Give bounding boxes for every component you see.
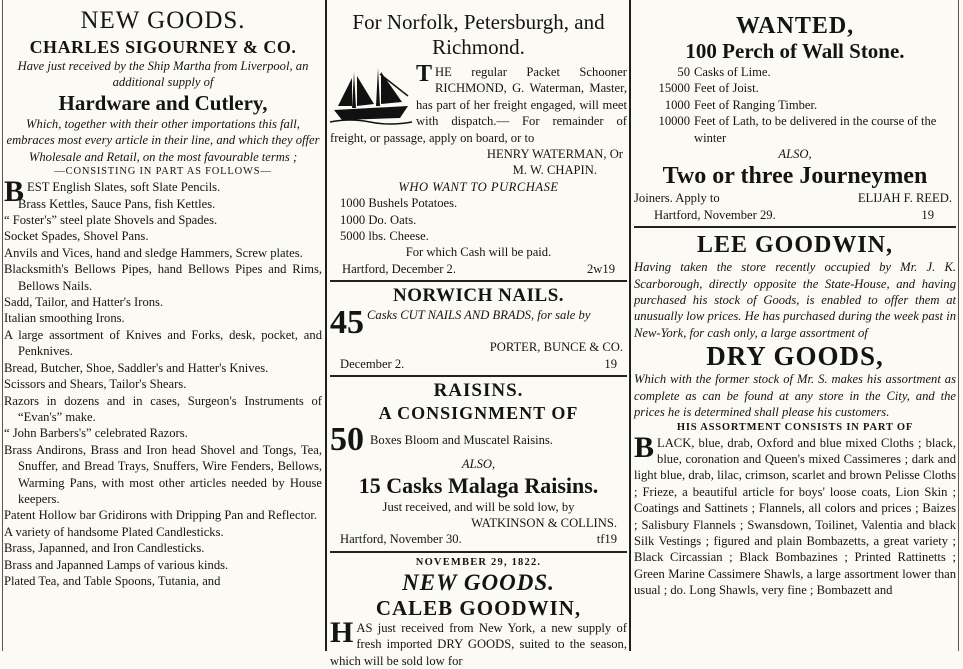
list-item: “ Foster's” steel plate Shovels and Spades.	[4, 213, 218, 228]
lee-notice: Having taken the store recently occupied by Mr. J. K. Scarborough, directly opposite the State-House, and having purchased his stock of Goods, is enabled to offer them at unusually low prices. He has purchased during the week past in New-York, for cash only, a large assortment of	[634, 260, 956, 340]
list-item: Brass, Japanned, and Iron Candlesticks.	[4, 541, 205, 556]
ad-description: Which, together with their other importations this fall, embraces most every article in their line, and which they offer Wholesale and Retail, on the most favourable terms ;	[6, 117, 320, 164]
date: December 2.	[340, 356, 405, 371]
date: Hartford, December 2.	[342, 261, 456, 276]
list-item: Anvils and Vices, hand and sledge Hammers, Screw plates.	[4, 245, 303, 260]
item-text: Feet of Joist.	[694, 81, 759, 96]
drop-cap: B	[634, 430, 655, 464]
date: Hartford, November 30.	[340, 532, 462, 547]
list-item	[634, 80, 956, 96]
item-quantity: 50	[677, 65, 690, 79]
dateline	[330, 356, 627, 372]
item-quantity: 10000	[658, 114, 690, 129]
consignment-line	[330, 421, 627, 459]
also-label: ALSO,	[461, 457, 496, 472]
purchase-item: 1000 Bushels Potatoes.	[340, 196, 458, 211]
received-line: Just received, and will be sold low, by	[382, 499, 575, 514]
item-quantity: 15000	[658, 81, 690, 96]
column-rule-2	[629, 0, 631, 651]
list-item: Brass Andirons, Brass and Iron head Shovel and Tongs, Tea, Snuffer, and Bread Trays, Snuffers, Wire Fenders, Bellows, Warming Pans, with most other articles needed by House keepers.	[4, 442, 322, 506]
item-quantity: 1000	[664, 97, 690, 112]
caleb-notice	[330, 615, 627, 669]
consignment-quantity: 50	[330, 421, 364, 459]
agent-chapin: M. W. CHAPIN.	[512, 163, 597, 178]
ad-code: tf19	[596, 532, 617, 547]
column-rule-left	[2, 0, 3, 651]
divider	[330, 375, 627, 377]
ad-code: 19	[921, 207, 934, 222]
column-shipping-ads	[330, 0, 627, 668]
also-label: ALSO,	[778, 147, 812, 162]
nails-title: NORWICH NAILS.	[392, 285, 565, 307]
drop-cap: B	[4, 175, 25, 209]
ad-code: 19	[604, 356, 617, 371]
item-text: Feet of Lath, to be delivered in the course of the winter	[694, 114, 937, 145]
caleb-text: AS just received from New York, a new supply of fresh imported DRY GOODS, suited to the season, which will be sold low for	[330, 620, 627, 668]
cash-line: For which Cash will be paid.	[405, 245, 552, 260]
nails-text: Casks CUT NAILS AND BRADS, for sale by	[367, 308, 591, 323]
ad-code: 2w19	[587, 261, 615, 276]
list-item: A variety of handsome Plated Candlesticks.	[4, 524, 224, 539]
item-list	[4, 196, 322, 590]
ad-intro: Have just received by the Ship Martha from Liverpool, an additional supply of	[17, 59, 309, 89]
item-text: Feet of Ranging Timber.	[694, 97, 818, 112]
journeymen-title: Two or three Journeymen	[662, 163, 928, 190]
nails-quantity: 45	[330, 304, 364, 342]
list-item: Socket Spades, Shovel Pans.	[4, 229, 149, 244]
wall-stone-title: 100 Perch of Wall Stone.	[685, 39, 905, 63]
agent-henry-waterman: HENRY WATERMAN, Or	[486, 147, 623, 162]
apply-name: ELIJAH F. REED.	[857, 191, 952, 206]
ad-title-new-goods: NEW GOODS.	[80, 7, 246, 34]
nails-firm: PORTER, BUNCE & CO.	[489, 340, 623, 355]
malaga-title: 15 Casks Malaga Raisins.	[358, 472, 599, 498]
assortment-list	[634, 430, 956, 599]
list-item	[634, 97, 956, 113]
list-item	[634, 64, 956, 80]
divider	[330, 280, 627, 282]
divider	[634, 226, 956, 228]
first-item-text: EST English Slates, soft Slate Pencils.	[27, 180, 221, 195]
drop-cap: T	[416, 61, 433, 87]
date-heading: NOVEMBER 29, 1822.	[415, 556, 542, 568]
nails-notice	[330, 304, 627, 342]
apply-text: Joiners. Apply to	[634, 191, 720, 206]
schooner-ship-icon	[330, 66, 412, 126]
column-rule-1	[325, 0, 327, 651]
packet-title: For Norfolk, Petersburgh, and Richmond.	[352, 10, 605, 59]
assortment-text: LACK, blue, drab, Oxford and blue mixed Cloths ; black, blue, coronation and Queen's mixed Cassimeres ; dark and light blue, drab, lilac, crimson, scarlet and brown Pelisse Cloths ; Frieze, a beautiful article for boys' loose coats, Lion Skin ; Coatings and Sattinets ; Flannels, all colors and prices ; Baizes ; Salisbury Flannels ; Swansdown, Toilinet, Valentia and black Silk Vestings ; figured and plain Bombazetts, a great variety ; Black Circassian ; Black Bombazines ; Printed Rattinetts ; Green Marine Cassimere Shawls, a large assortment lower than usual ; do. Long Shawls, very fine ; Bombazett and	[634, 435, 956, 598]
item-text: Casks of Lime.	[694, 65, 771, 79]
drop-cap: H	[330, 615, 354, 649]
firm-name: CHARLES SIGOURNEY & CO.	[29, 37, 297, 57]
list-item: Bread, Butcher, Shoe, Saddler's and Hatter's Knives.	[4, 360, 269, 375]
wanted-title: WANTED,	[735, 13, 855, 39]
assortment-heading: HIS ASSORTMENT CONSISTS IN PART OF	[676, 421, 914, 433]
consignment-title: A CONSIGNMENT OF	[378, 403, 579, 424]
caleb-goodwin-title: CALEB GOODWIN,	[375, 595, 582, 620]
list-item: Razors in dozens and in cases, Surgeon's Instruments of “Evan's” make.	[4, 393, 322, 424]
column-wanted-ads	[634, 0, 956, 651]
packet-text: HE regular Packet Schooner RICHMOND, G. Waterman, Master, has part of her freight engaged, will meet with dispatch.— For remainder of freight, or passage, apply on board, or to	[330, 65, 627, 145]
wanted-item-list	[634, 64, 956, 146]
list-item: Patent Hollow bar Gridirons with Dripping Pan and Reflector.	[4, 508, 318, 523]
list-item: A large assortment of Knives and Forks, desk, pocket, and Penknives.	[4, 327, 322, 359]
new-goods-title: NEW GOODS.	[402, 569, 555, 595]
date: Hartford, November 29.	[654, 207, 776, 222]
list-item: “ John Barbers's” celebrated Razors.	[4, 426, 188, 441]
dry-goods-notice: Which with the former stock of Mr. S. makes his assortment as complete as can be found at any store in the City, and the prices he is determined shall please his customers.	[634, 372, 956, 420]
list-item: Blacksmith's Bellows Pipes, hand Bellows Pipes and Rims, Bellows Nails.	[4, 262, 322, 293]
list-item: Scissors and Shears, Tailor's Shears.	[4, 377, 187, 392]
list-item: Italian smoothing Irons.	[4, 311, 125, 326]
dry-goods-title: DRY GOODS,	[706, 341, 884, 372]
raisins-firm: WATKINSON & COLLINS.	[471, 515, 617, 530]
list-item: Brass Kettles, Sauce Pans, fish Kettles.	[18, 196, 216, 211]
ad-heading-hardware: Hardware and Cutlery,	[58, 91, 268, 115]
column-rule-right	[958, 0, 959, 651]
consignment-text: Boxes Bloom and Muscatel Raisins.	[370, 432, 553, 447]
dateline	[634, 207, 956, 223]
divider	[330, 551, 627, 553]
list-item: Sadd, Tailor, and Hatter's Irons.	[4, 295, 164, 310]
apply-line	[634, 190, 956, 206]
purchase-heading: WHO WANT TO PURCHASE	[398, 179, 559, 194]
raisins-title: RAISINS.	[433, 380, 524, 402]
list-item: Brass and Japanned Lamps of various kinds.	[4, 557, 229, 572]
purchase-item: 1000 Do. Oats.	[340, 212, 417, 227]
lee-goodwin-title: LEE GOODWIN,	[696, 232, 894, 259]
purchase-item: 5000 lbs. Cheese.	[340, 229, 429, 244]
list-item: Plated Tea, and Table Spoons, Tutania, and	[4, 573, 221, 588]
dateline	[330, 261, 627, 277]
consisting-heading: —CONSISTING IN PART AS FOLLOWS—	[54, 166, 272, 178]
list-item	[634, 113, 956, 146]
column-hardware-ad	[4, 0, 322, 651]
dateline	[330, 531, 627, 547]
packet-notice	[330, 61, 627, 146]
